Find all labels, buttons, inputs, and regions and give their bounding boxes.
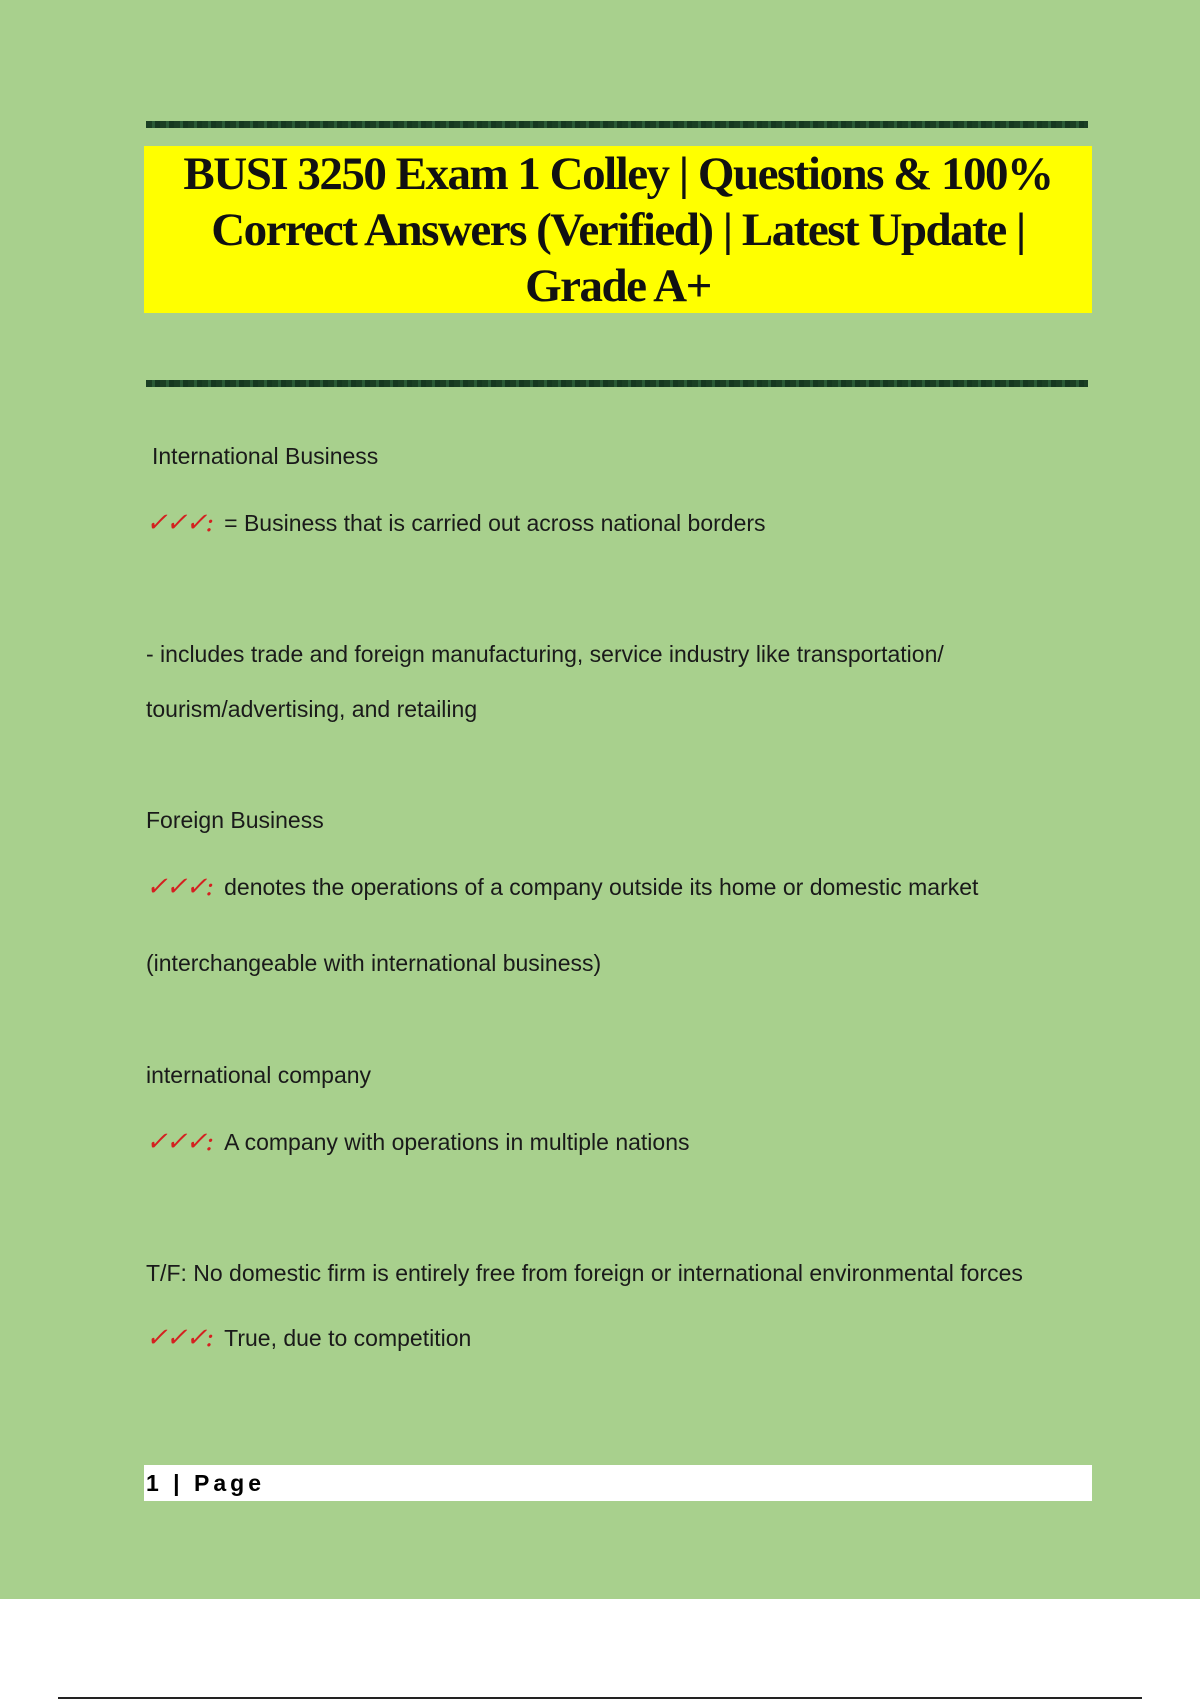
answer-text: True, due to competition	[224, 1325, 472, 1351]
answer-note: - includes trade and foreign manufacturing, service industry like transportation/	[146, 641, 944, 667]
header-top-rule	[146, 121, 1088, 128]
answer-row	[146, 508, 766, 538]
next-page-rule	[58, 1697, 1142, 1699]
check-mark-icon: ✓✓✓:	[146, 872, 213, 902]
answer-text: A company with operations in multiple nations	[224, 1129, 690, 1155]
page-footer	[144, 1465, 1092, 1501]
check-mark-icon: ✓✓✓:	[146, 1127, 213, 1157]
answer-text: denotes the operations of a company outside its home or domestic market	[224, 874, 979, 900]
page-number: 1 | Page	[146, 1469, 265, 1496]
question-term: T/F: No domestic firm is entirely free from foreign or international environmental forces	[146, 1260, 1023, 1286]
check-mark-icon: ✓✓✓:	[146, 508, 213, 538]
answer-row	[146, 872, 978, 902]
answer-row	[146, 1323, 471, 1353]
check-mark-icon: ✓✓✓:	[146, 1323, 213, 1353]
document-title: BUSI 3250 Exam 1 Colley | Questions & 100% Correct Answers (Verified) | Latest Update | Grade A+	[183, 147, 1053, 312]
header-bottom-rule	[146, 380, 1088, 387]
answer-note: (interchangeable with international business)	[146, 950, 602, 976]
answer-note: tourism/advertising, and retailing	[146, 696, 478, 722]
title-highlight-box	[144, 146, 1092, 313]
question-term: International Business	[152, 443, 379, 469]
question-term: Foreign Business	[146, 807, 324, 833]
question-term: international company	[146, 1062, 372, 1088]
answer-text: = Business that is carried out across national borders	[224, 510, 766, 536]
answer-row	[146, 1127, 690, 1157]
